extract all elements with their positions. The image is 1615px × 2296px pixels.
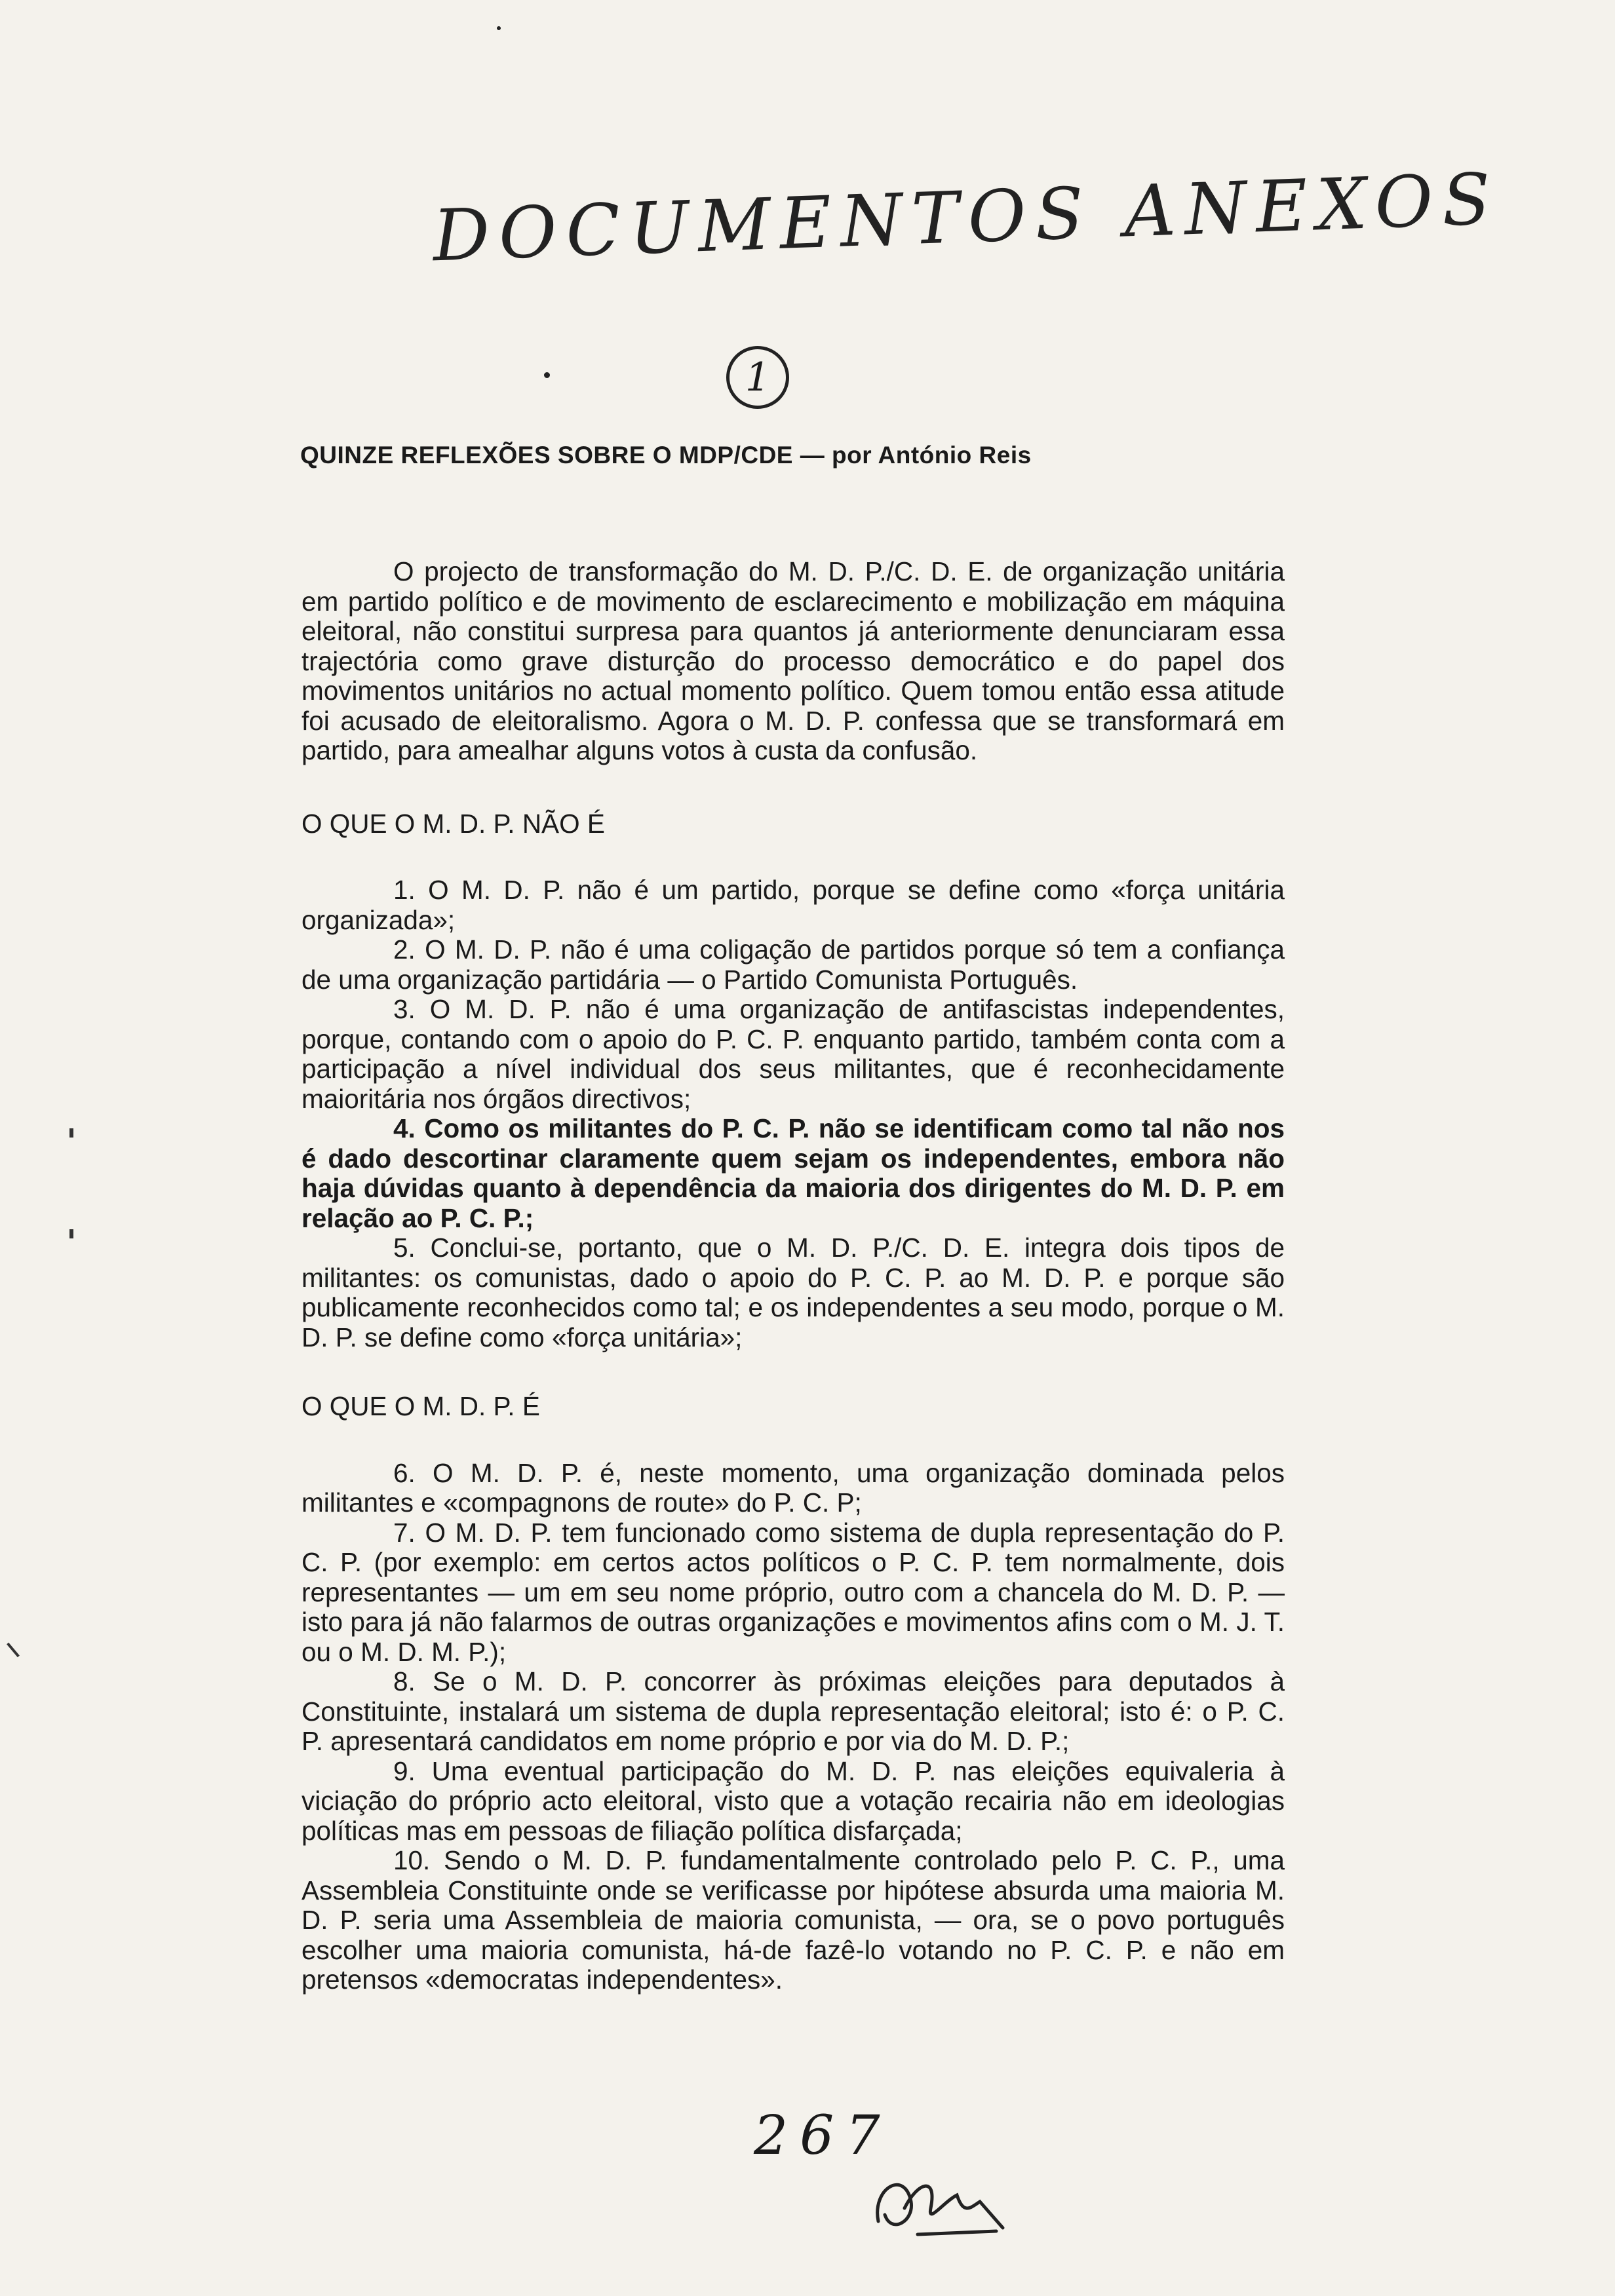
document-heading: QUINZE REFLEXÕES SOBRE O MDP/CDE — por António Reis <box>300 442 1032 469</box>
margin-tick-mark <box>69 1229 73 1238</box>
section-title-e: O QUE O M. D. P. É <box>302 1391 540 1421</box>
handwritten-signature <box>865 2162 1009 2248</box>
list-item: 3. O M. D. P. não é uma organização de antifascistas independentes, porque, contando com o apoio do P. C. P. enquanto partido, também conta com a participação a nível individual dos seus militantes, que é reconhecidamente maioritária nos órgãos directivos; <box>302 994 1285 1114</box>
document-body <box>302 557 1285 2035</box>
list-item: 9. Uma eventual participação do M. D. P. nas eleições equivaleria à viciação do próprio acto eleitoral, visto que a votação recairia não em ideologias políticas mas em pessoas de filiação política disfarçada; <box>302 1755 1285 1846</box>
list-item: 8. Se o M. D. P. concorrer às próximas eleições para deputados à Constituinte, instalará um sistema de dupla representação eleitoral; isto é: o P. C. P. apresentará candidatos em nome próprio e por via do M. D. P.; <box>302 1666 1285 1756</box>
list-item: 6. O M. D. P. é, neste momento, uma organização dominada pelos militantes e «compagnons de route» do P. C. P; <box>302 1457 1285 1518</box>
ink-dot <box>497 26 501 30</box>
list-item: 10. Sendo o M. D. P. fundamentalmente controlado pelo P. C. P., uma Assembleia Constituinte onde se verificasse por hipótese absurda uma maioria M. D. P. seria uma Assembleia de maioria comunista, — ora, se o povo português escolher uma maioria comunista, há-de fazê-lo votando no P. C. P. e não em pretensos «democratas independentes». <box>302 1845 1285 1995</box>
section-title-nao-e: O QUE O M. D. P. NÃO É <box>302 808 605 839</box>
circled-number-text: 1 <box>745 354 771 400</box>
list-e <box>302 1459 1285 1995</box>
margin-tick-mark <box>69 1128 73 1138</box>
handwritten-page-number: 267 <box>754 2105 892 2167</box>
circled-annex-number <box>726 346 789 409</box>
list-item: 1. O M. D. P. não é um partido, porque se define como «força unitária organizada»; <box>302 875 1285 935</box>
list-item: 5. Conclui-se, portanto, que o M. D. P./C. D. E. integra dois tipos de militantes: os comunistas, dado o apoio do P. C. P. ao M. D. P. e porque são publicamente reconhecidos como tal; e os independentes a seu modo, porque o M. D. P. se define como «força unitária»; <box>302 1233 1285 1352</box>
margin-slash-mark <box>7 1643 20 1657</box>
intro-paragraph: O projecto de transformação do M. D. P./C. D. E. de organização unitária em partido político e de movimento de esclarecimento e mobilização em máquina eleitoral, não constitui surpresa para quantos já anteriormente denunciaram essa trajectória como grave disturção do processo democrático e do papel dos movimentos unitários no actual momento político. Quem tomou então essa atitude foi acusado de eleitoralismo. Agora o M. D. P. confessa que se transformará em partido, para amealhar alguns votos à custa da confusão. <box>302 556 1285 765</box>
handwritten-title: DOCUMENTOS ANEXOS <box>431 158 1502 278</box>
list-item: 4. Como os militantes do P. C. P. não se identificam como tal não nos é dado descortinar claramente quem sejam os independentes, embora não haja dúvidas quanto à dependência da maioria dos dirigentes do M. D. P. em relação ao P. C. P.; <box>302 1113 1285 1233</box>
ink-dot <box>544 372 550 378</box>
list-item: 2. O M. D. P. não é uma coligação de partidos porque só tem a confiança de uma organização partidária — o Partido Comunista Português. <box>302 934 1285 995</box>
list-nao-e <box>302 875 1285 1352</box>
list-item: 7. O M. D. P. tem funcionado como sistema de dupla representação do P. C. P. (por exemplo: em certos actos políticos o P. C. P. tem normalmente, dois representantes — um em seu nome próprio, outro com a chancela do M. D. P. — isto para já não falarmos de outras organizações e movimentos afins com o M. J. T. ou o M. D. M. P.); <box>302 1517 1285 1667</box>
